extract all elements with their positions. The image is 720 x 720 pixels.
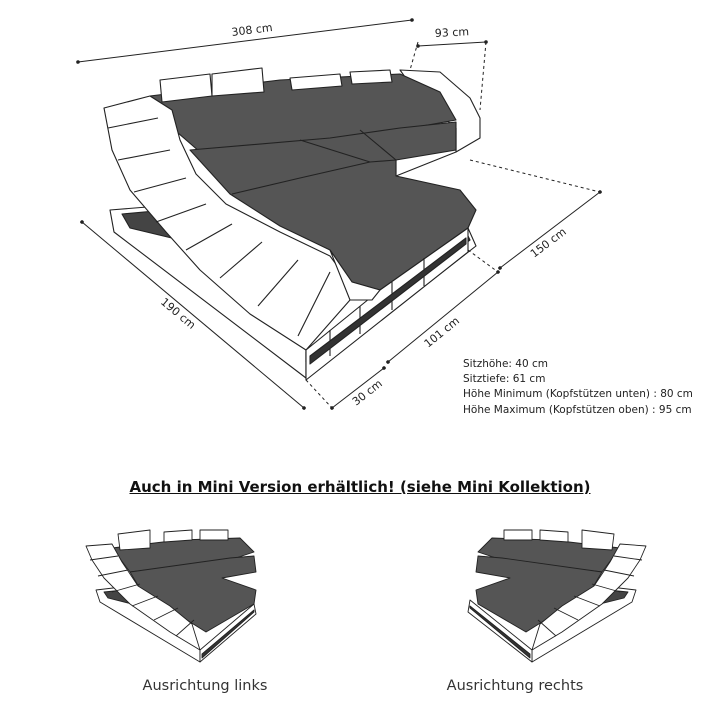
dim-length-side: 190 cm [158, 295, 199, 332]
mini-sofa-right [468, 530, 646, 662]
spec-height-max: Höhe Maximum (Kopfstützen oben) : 95 cm [463, 403, 692, 416]
spec-list [463, 357, 693, 418]
dim-width-total: 308 cm [230, 21, 274, 39]
caption-left: Ausrichtung links [142, 678, 268, 694]
caption-right: Ausrichtung rechts [446, 678, 584, 694]
dim-arm-width: 30 cm [349, 377, 385, 409]
spec-height-min: Höhe Minimum (Kopfstützen unten) : 80 cm [463, 388, 693, 401]
dim-recamiere-front: 101 cm [421, 314, 462, 351]
mini-version-headline: Auch in Mini Version erhältlich! (siehe Mini Kollektion) [129, 478, 591, 496]
spec-seat-height: Sitzhöhe: 40 cm [463, 358, 548, 370]
spec-seat-depth: Sitztiefe: 61 cm [463, 373, 546, 386]
mini-sofa-left [86, 530, 256, 662]
dim-depth-arm: 93 cm [434, 25, 470, 40]
dim-depth-recamiere: 150 cm [527, 225, 569, 261]
